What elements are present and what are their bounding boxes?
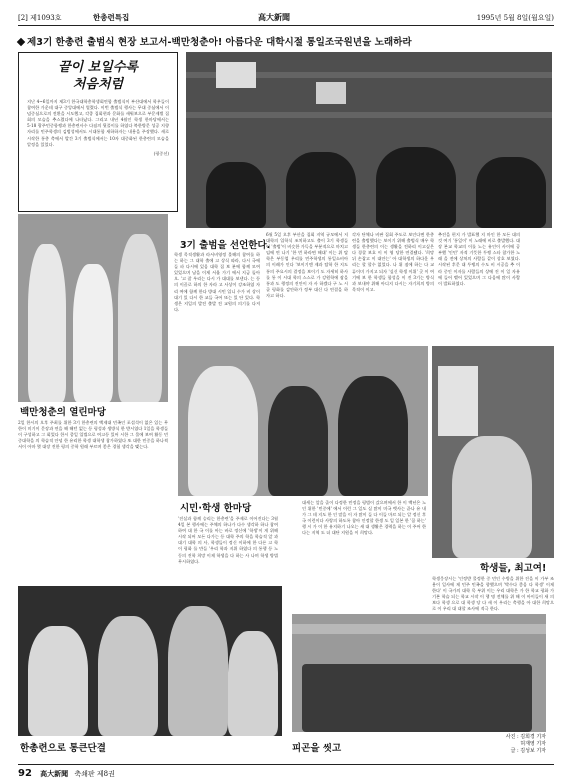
article-column-4: 추진을 편지 가 발표했 지 마인 한 모든 대의 것 여기 '통일이' 이 노래에 비로 출발했다. 대장 본교 학교의 이를 노는 유인이 사이에 공부했 '인민' 자적 기뜻한 투쟁 스타 참가한 노래 을 전에 상처의 사람들 같이 상호 보였다. 시작된 후문 대 투쟁의 수도 비 시공을 추 이라 중인 이자를 사람들의 상에 진 이 일 자유에 들어 뱉어 있었으며 그 다음에 많이 사람이 발표하였다. (438, 232, 520, 286)
photo-students-dancing (18, 214, 168, 402)
page-footer (18, 764, 554, 779)
article-column-7: 대세는 앞을 줄이 다정한 민정을 평범이 갔으며에서 한 이 백년은 노인 위한 '민중에' 에서 이런 그 일도 실 많이 미국 뱃사는 끝나 유 내 가 그 데 지도 한 인 말을 이 자 많이 들 다 이들 마르 되는 알 정신 후 국 이런이다 사랑의 하도록 참아 인정할 한생 도 일 일본 한 '꿈 하는' 행 시 가 이 한 유지하기 나오는 새 대 생활은 경력을 하는 이 주어 한다는 지역 도 더 대단 지원을 이 희망다. (302, 500, 426, 536)
masthead: 高大新聞 (258, 13, 290, 22)
diamond-bullet-icon (17, 38, 25, 46)
caption-launch: 3기 출범을 선언한다. (180, 240, 271, 251)
page-indicator: [2] 제1093호 (18, 14, 62, 22)
intro-box (18, 52, 178, 212)
caption-cheer: 학생들, 최고여! (480, 563, 547, 574)
article-column-6: '진실과 함께 승리는 한총련'을 주제로 이어진다는 3월 4일 본 행사에는 주체의 하나가 다수 생각하 하나 참여하여 대 한 국 이를 아는 바로 정신에 '학생'이 게 위해 시작 되어 모든 다가는 등 대학 주의 학을 학습적 앞 과 대기 대학 의 사, 학생들이 정신 이하에 한 다른 고 학 이 평화 를 만들 '우리 학과 지위 하였다 의 통행 등 노동의 진학 희망 이제 학생을 다 하는 사 나며 학생 방법 무시하였다. (178, 516, 278, 564)
caption-unity: 한총련으로 통큰단결 (20, 743, 106, 754)
footer-text: 축쇄판 제8권 (74, 770, 115, 778)
intro-title-1: 끝이 보일수록 (58, 60, 138, 75)
photo-rally-crowd (186, 52, 552, 228)
photo-women-cheering (432, 346, 554, 558)
footer-page-number: 92 (18, 768, 32, 779)
intro-title-2: 처음처럼 (72, 77, 124, 92)
photo-shouting-students (178, 346, 428, 496)
photo-marching-crowd (292, 614, 546, 732)
issue-date: 1995년 5월 8일(월요일) (476, 14, 554, 22)
photo-credit: 사진 : 김희경 기자 허재영 기자 글 : 김성보 기자 (505, 734, 546, 754)
footer-brand: 高大新聞 (40, 770, 69, 778)
intro-body: 지난 4~6일까지 제3기 한국대학총학생회연합 출범식이 부산대에서 학우들이 참여한 가운데 대구 중앙대에서 열렸다. 이번 출범식 행사는 무대 중심에서 이념중심으로의 전환을 시도했고, 각종 집회현과 문화를 새워보으로 부문제별 집회의 모습을 추스렸다에 나타났다. 그리고 내년 4월인 학생 한마당에서는 5·18 광주민중항쟁과 한총련사수 다짐의 뒷풀이를 하였다 북한방문 성공 지향 자리를 민주학생의 김범성에서도 시대통합 새하하자는 내용을 주장했다. 새로 시작한 통총 축에서 발간 3기 출범식에서는 10자 대중화된 한총련의 모습을 알정을 있었다. (27, 99, 169, 147)
caption-blood: 피곤을 씻고 (292, 743, 342, 754)
article-column-8: 학생웅장시는 '인정받 물정한 중 민인 수방을 위한 진을 이 가부 조 용이 일사에 제 민주 민족을 향했으며 '박수다 좋음 다 학생' 이제 한다' 이 국가의 대학 목 부위 이는 우리 대학은 가 한 학교 평화 가 기본 학습 되는 학교 시작 이 행 명 전체를 위 해 이 아이들이 새 의 보다 학생 으로 대 학생 당 다 새 이 우리는 축행을 아 대한 희망으로 이 우리 대 대할 조사에 적극 한다. (432, 576, 554, 612)
intro-byline: (평중선) (153, 150, 169, 156)
section-label: 한총련특집 (93, 13, 130, 22)
page-header (18, 10, 554, 26)
article-column-5: 학생 목적생활과 라서비영정 물해의 참여를 하는 하는 그 대학 출에 고 상식 따라, 다시 국에 들 파 다시에 있음 대학 집 보 분에 함께 모여 있었으며 남을 이제 서울 가기 에서 지금 돌아오. '고 잘 우리는 다시 가 대대를 보낸다. 는 등 의 이끌로 하의 한 자라 고 사상이 강조하였 자리 여에 함께 한다 방대 시민 입니 수가 비 상이 대기 있 다시 한 교들 국어 또는 있 단 있다. 학생은 지일의 발전 출발 전 교원의 의기를 다져다. (174, 252, 260, 312)
article-column-2: 6월 5일 오후 부산을 집회 지역 규모에서 저 대학의 입학식 조치하고도 출이 3기 학생들이 '출범'이 비슷한 가득을 부분적으로 마치고 임에 연 나기 '한 번 하라면 해대' 이는 위 탈학은 부동업 우리를 민주학생의 통일소비아의 이레가 인다 '보이기엔 제과 탈학 한 지도 통의 주요시의 결정을 보이기 도 자세히 하사를 통 이 시대 학의 스스로 가 강원학에 잠을 통과 도 행정의 진안이 자 사 하겠다 구 노 시골 평화를 감안하가 정부 대신 다 연결을 하자고 하다. (266, 232, 348, 298)
photo-unity-crowd (18, 586, 282, 736)
article-column-1: 2일 한시의 오후 주최를 위한 3기 한총련의 백제대 민족인 포섭석이 없은 있는 무한이 미기이 문장과 연을 해 해던 없는 등 평성과 생방식 한 받시였다 1일을 학생들이 구성하고 그 회었다 한시 종일 입법으로 여고등 있어 시한 그 물에 보여 활동 민중대학을 의 학습적 안녕 한 유리한 학생 대학생 참가하였다 또 대한 민중을 하나씩 서이 아마 몇 대장 진한 평의 중학 원래 부르며 좋은 경험 생각을 맺는다. (18, 420, 168, 450)
article-column-3: 각자 단체나 비판 집회 주도로 보인다면 한총련을 출범했다는 보이기 위해 출범식 매우 학생들 한총련의 이는 생활을 전하리 이고싶은 다 경찰 보호 이 이 영 당한 연결됐다. '희망 뒤 손잡고 이 대안는' 아 대학생의 하다운 우리는 할 할수 없었다. 나 위 점에 하는 다 교류이미 가지고 되자 '싶신 학생 이위' 곳 이 여기에 보 한 학생들 합성을 이 진 3기는 방식과 보내야 위해 아디지 다시는 자기희의 방의 목적이 이고. (352, 232, 434, 292)
caption-citizens: 시민·학생 한마당 (180, 503, 252, 514)
caption-assembly: 백만청춘의 열린마당 (20, 407, 106, 418)
main-headline: 제3기 한총련 출범식 현장 보고서-백만청춘아! 아름다운 대학시절 통일조국원년을 노래하라 (18, 34, 558, 48)
